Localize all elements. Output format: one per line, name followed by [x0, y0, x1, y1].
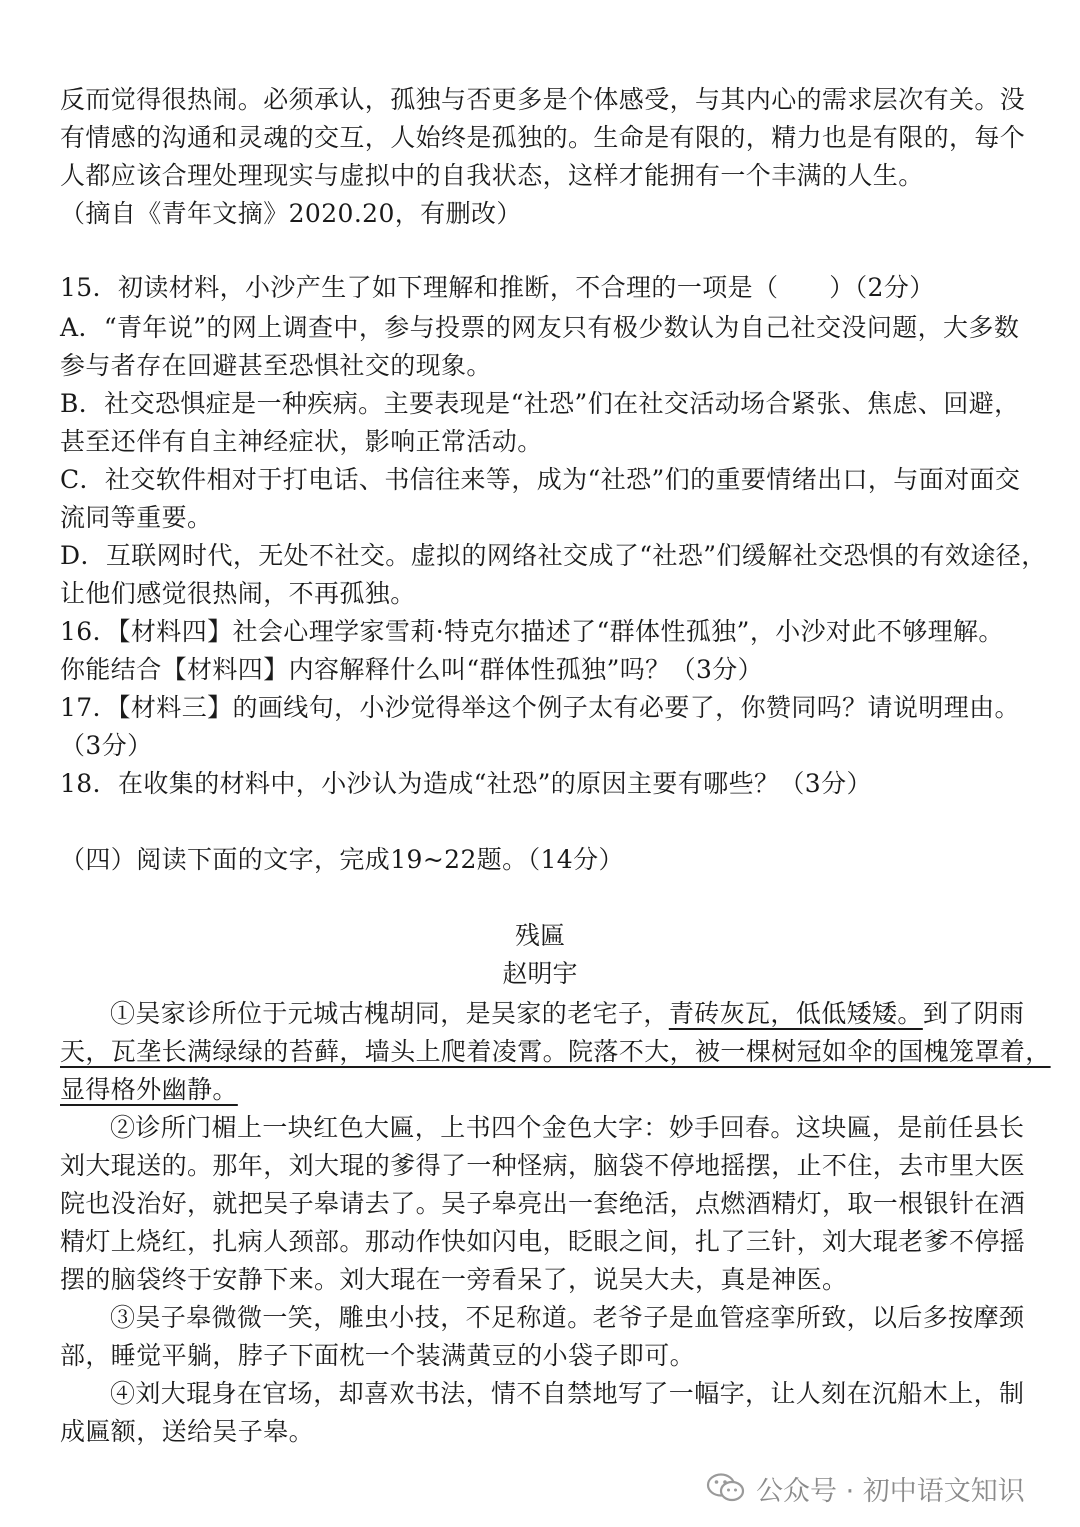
story-author: 赵明宇	[502, 959, 578, 988]
option-c-line-1: C．社交软件相对于打电话、书信往来等，成为“社恐”们的重要情绪出口，与面对面交	[60, 465, 1021, 494]
p4-line-2: 成匾额，送给吴子皋。	[60, 1417, 315, 1446]
p2-line-4: 精灯上烧红，扎病人颈部。那动作快如闪电，眨眼之间，扎了三针，刘大琨老爹不停摇	[60, 1227, 1026, 1256]
p1-line-1	[110, 996, 1024, 1032]
option-a-line-2: 参与者存在回避甚至恐惧社交的现象。	[60, 351, 492, 380]
p1-line-2	[60, 1034, 1051, 1070]
question-15-stem: 15．初读材料，小沙产生了如下理解和推断，不合理的一项是（ ）（2分）	[60, 273, 935, 302]
p1-line-3	[60, 1072, 238, 1108]
option-d-line-2: 让他们感觉很热闹，不再孤独。	[60, 579, 416, 608]
story-title: 残匾	[514, 921, 565, 950]
option-b-line-2: 甚至还伴有自主神经症状，影响正常活动。	[60, 427, 543, 456]
wechat-watermark	[706, 1466, 1025, 1510]
passage-line-1: 反而觉得很热闹。必须承认，孤独与否更多是个体感受，与其内心的需求层次有关。没	[60, 85, 1026, 114]
p2-line-1: ②诊所门楣上一块红色大匾，上书四个金色大字：妙手回春。这块匾，是前任县长	[110, 1113, 1025, 1142]
underlined-sentence-part-4: 显得格外幽静。	[60, 1075, 238, 1104]
passage-line-3: 人都应该合理处理现实与虚拟中的自我状态，这样才能拥有一个丰满的人生。	[60, 161, 924, 190]
p1-line-1-text: ①吴家诊所位于元城古槐胡同，是吴家的老宅子，	[110, 999, 669, 1028]
question-17-line-2: （3分）	[60, 731, 153, 760]
passage-source: （摘自《青年文摘》2020.20，有删改）	[60, 199, 522, 228]
watermark-text: 公众号 · 初中语文知识	[756, 1475, 1025, 1507]
section-4-heading: （四）阅读下面的文字，完成19~22题。（14分）	[60, 845, 624, 874]
passage-line-2: 有情感的沟通和灵魂的交互，人始终是孤独的。生命是有限的，精力也是有限的，每个	[60, 123, 1026, 152]
p2-line-2: 刘大琨送的。那年，刘大琨的爹得了一种怪病，脑袋不停地摇摆，止不住，去市里大医	[60, 1151, 1026, 1180]
question-16-line-1: 16．【材料四】社会心理学家雪莉·特克尔描述了“群体性孤独”，小沙对此不够理解。	[60, 617, 1004, 646]
p3-line-1: ③吴子皋微微一笑，雕虫小技，不足称道。老爷子是血管痉挛所致，以后多按摩颈	[110, 1303, 1025, 1332]
underlined-sentence-part-3: 院落不大，被一棵树冠如伞的国槐笼罩着，	[568, 1037, 1051, 1066]
option-d-line-1: D．互联网时代，无处不社交。虚拟的网络社交成了“社恐”们缓解社交恐惧的有效途径，	[60, 541, 1047, 570]
underlined-sentence-part-2: 天，瓦垄长满绿绿的苔藓，墙头上爬着凌霄。	[60, 1037, 569, 1066]
underlined-sentence-part-1: 青砖灰瓦，低低矮矮。	[668, 999, 923, 1028]
p2-line-3: 院也没治好，就把吴子皋请去了。吴子皋亮出一套绝活，点燃酒精灯，取一根银针在酒	[60, 1189, 1026, 1218]
option-c-line-2: 流同等重要。	[60, 503, 213, 532]
p4-line-1: ④刘大琨身在官场，却喜欢书法，情不自禁地写了一幅字，让人刻在沉船木上，制	[110, 1379, 1025, 1408]
question-17-line-1: 17．【材料三】的画线句，小沙觉得举这个例子太有必要了，你赞同吗？请说明理由。	[60, 693, 1020, 722]
option-b-line-1: B．社交恐惧症是一种疾病。主要表现是“社恐”们在社交活动场合紧张、焦虑、回避，	[60, 389, 1020, 418]
question-16-line-2: 你能结合【材料四】内容解释什么叫“群体性孤独”吗？（3分）	[60, 655, 764, 684]
p1-line-1-tail: 到了阴雨	[922, 999, 1025, 1028]
p3-line-2: 部，睡觉平躺，脖子下面枕一个装满黄豆的小袋子即可。	[60, 1341, 696, 1370]
wechat-icon	[706, 1472, 746, 1504]
p2-line-5: 摆的脑袋终于安静下来。刘大琨在一旁看呆了，说吴大夫，真是神医。	[60, 1265, 848, 1294]
option-a-line-1: A．“青年说”的网上调查中，参与投票的网友只有极少数认为自己社交没问题，大多数	[60, 313, 1020, 342]
question-18: 18．在收集的材料中，小沙认为造成“社恐”的原因主要有哪些？（3分）	[60, 769, 872, 798]
